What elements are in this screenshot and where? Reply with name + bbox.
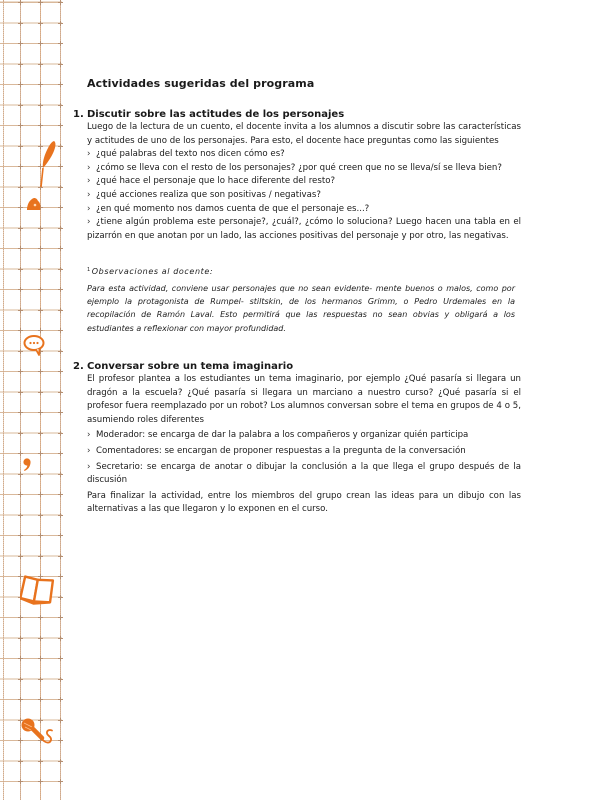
grid-cross-mark bbox=[18, 697, 23, 702]
section-number: 1. bbox=[73, 109, 84, 120]
grid-cross-mark bbox=[38, 0, 43, 5]
grid-cross-mark bbox=[18, 267, 23, 272]
grid-cross-mark bbox=[58, 451, 63, 456]
activity-section-2 bbox=[73, 360, 521, 517]
teacher-observation-note bbox=[87, 264, 515, 335]
grid-cross-mark bbox=[38, 410, 43, 415]
section-intro: El profesor plantea a los estudiantes un tema imaginario, por ejemplo ¿Qué pasaría si llegara un dragón a la escuela? ¿Qué pasaría si llegara un marciano a nuestro curso? ¿Qué pasaría si el profesor fuera reemplazado por un robot? Los alumnos conversan sobre el tema en grupos de 4 o 5, asumiendo roles diferentes bbox=[87, 374, 521, 425]
grid-cross-mark bbox=[58, 349, 63, 354]
grid-cross-mark bbox=[18, 615, 23, 620]
grid-cross-mark bbox=[18, 164, 23, 169]
bullet-chevron-icon: › bbox=[87, 445, 91, 456]
grid-cross-mark bbox=[58, 574, 63, 579]
grid-cross-mark bbox=[58, 21, 63, 26]
grid-cross-mark bbox=[18, 390, 23, 395]
grid-cross-mark bbox=[38, 697, 43, 702]
list-item: › ¿qué acciones realiza que son positivas / negativas? bbox=[87, 189, 521, 203]
grid-cross-mark bbox=[58, 533, 63, 538]
grid-cross-mark bbox=[58, 267, 63, 272]
comma-icon bbox=[22, 458, 32, 472]
decorative-grid-margin bbox=[0, 0, 62, 800]
grid-cross-mark bbox=[58, 41, 63, 46]
grid-cross-mark bbox=[58, 431, 63, 436]
section-heading bbox=[73, 108, 521, 121]
grid-cross-mark bbox=[38, 390, 43, 395]
grid-cross-mark bbox=[58, 656, 63, 661]
grid-cross-mark bbox=[58, 615, 63, 620]
grid-cross-mark bbox=[18, 636, 23, 641]
grid-cross-mark bbox=[38, 431, 43, 436]
grid-cross-mark bbox=[18, 451, 23, 456]
grid-cross-mark bbox=[38, 226, 43, 231]
grid-cross-mark bbox=[38, 451, 43, 456]
grid-cross-mark bbox=[18, 554, 23, 559]
grid-cross-mark bbox=[38, 103, 43, 108]
grid-cross-mark bbox=[58, 287, 63, 292]
grid-cross-mark bbox=[58, 308, 63, 313]
bullet-chevron-icon: › bbox=[87, 189, 91, 200]
grid-cross-mark bbox=[38, 677, 43, 682]
grid-cross-mark bbox=[18, 513, 23, 518]
grid-cross-mark bbox=[58, 595, 63, 600]
bullet-chevron-icon: › bbox=[87, 461, 91, 472]
bullet-chevron-icon: › bbox=[87, 162, 91, 173]
grid-cross-mark bbox=[58, 492, 63, 497]
grid-cross-mark bbox=[18, 185, 23, 190]
grid-cross-mark bbox=[18, 246, 23, 251]
quill-pen-icon bbox=[34, 140, 58, 188]
grid-cross-mark bbox=[18, 308, 23, 313]
grid-cross-mark bbox=[38, 759, 43, 764]
speech-bubble-icon bbox=[23, 334, 45, 356]
grid-line bbox=[3, 0, 4, 800]
grid-cross-mark bbox=[38, 123, 43, 128]
grid-cross-mark bbox=[38, 246, 43, 251]
bullet-chevron-icon: › bbox=[87, 203, 91, 214]
section-closing: Para finalizar la actividad, entre los miembros del grupo crean las ideas para un dibujo con las alternativas a las que llegaron y lo exponen en el curso. bbox=[87, 490, 521, 515]
grid-cross-mark bbox=[58, 0, 63, 5]
list-item: › ¿en qué momento nos damos cuenta de que el personaje es...? bbox=[87, 203, 521, 217]
grid-cross-mark bbox=[58, 697, 63, 702]
grid-cross-mark bbox=[18, 328, 23, 333]
observation-label: $^1$Observaciones al docente: bbox=[87, 267, 214, 276]
grid-cross-mark bbox=[38, 328, 43, 333]
list-item: › ¿qué hace el personaje que lo hace diferente del resto? bbox=[87, 175, 521, 189]
grid-cross-mark bbox=[58, 513, 63, 518]
grid-cross-mark bbox=[18, 492, 23, 497]
grid-cross-mark bbox=[18, 103, 23, 108]
grid-cross-mark bbox=[18, 41, 23, 46]
ink-blot-icon bbox=[26, 197, 42, 212]
grid-cross-mark bbox=[38, 656, 43, 661]
grid-cross-mark bbox=[18, 82, 23, 87]
list-item: › Secretario: se encarga de anotar o dibujar la conclusión a la que llega el grupo después de la discusión bbox=[87, 461, 521, 486]
grid-cross-mark bbox=[18, 21, 23, 26]
grid-cross-mark bbox=[58, 759, 63, 764]
grid-cross-mark bbox=[58, 636, 63, 641]
grid-cross-mark bbox=[18, 369, 23, 374]
grid-cross-mark bbox=[38, 779, 43, 784]
footnote-marker: 1 bbox=[87, 267, 91, 273]
grid-cross-mark bbox=[58, 62, 63, 67]
grid-cross-mark bbox=[58, 677, 63, 682]
open-book-icon bbox=[20, 573, 56, 607]
grid-cross-mark bbox=[18, 144, 23, 149]
section-title: Conversar sobre un tema imaginario bbox=[87, 361, 294, 372]
grid-cross-mark bbox=[58, 82, 63, 87]
grid-cross-mark bbox=[18, 0, 23, 5]
grid-cross-mark bbox=[58, 164, 63, 169]
grid-cross-mark bbox=[38, 308, 43, 313]
grid-cross-mark bbox=[18, 656, 23, 661]
list-item: › ¿tiene algún problema este personaje?, ¿cuál?, ¿cómo lo soluciona? Luego hacen una tabla en el pizarrón en que anotan por un lado, las acciones positivas del personaje y por otro, las negativas. bbox=[87, 217, 521, 241]
grid-cross-mark bbox=[38, 554, 43, 559]
grid-cross-mark bbox=[58, 103, 63, 108]
section-heading bbox=[73, 360, 521, 373]
grid-cross-mark bbox=[38, 62, 43, 67]
list-item: › Moderador: se encarga de dar la palabra a los compañeros y organizar quién participa bbox=[87, 429, 521, 443]
list-item: › ¿qué palabras del texto nos dicen cómo es? bbox=[87, 148, 521, 162]
activity-section-1 bbox=[73, 108, 521, 243]
grid-cross-mark bbox=[58, 144, 63, 149]
grid-cross-mark bbox=[38, 41, 43, 46]
grid-cross-mark bbox=[38, 82, 43, 87]
bullet-chevron-icon: › bbox=[87, 149, 91, 160]
grid-cross-mark bbox=[58, 328, 63, 333]
grid-cross-mark bbox=[58, 369, 63, 374]
grid-cross-mark bbox=[38, 21, 43, 26]
grid-cross-mark bbox=[58, 390, 63, 395]
grid-cross-mark bbox=[58, 185, 63, 190]
grid-cross-mark bbox=[58, 410, 63, 415]
grid-cross-mark bbox=[18, 759, 23, 764]
grid-cross-mark bbox=[38, 492, 43, 497]
section-intro: Luego de la lectura de un cuento, el docente invita a los alumnos a discutir sobre las características y actitudes de uno de los personajes. Para esto, el docente hace preguntas como las siguientes bbox=[87, 122, 521, 146]
grid-cross-mark bbox=[58, 472, 63, 477]
bullet-chevron-icon: › bbox=[87, 176, 91, 187]
page-title: Actividades sugeridas del programa bbox=[87, 77, 315, 90]
observation-text: Para esta actividad, conviene usar personajes que no sean evidente- mente buenos o malos, como por ejemplo la protagonista de Rumpel- stiltskin, de los hermanos Grimm, o Pedro Urdemales en la recopilación de Ramón Laval. Esto permitirá que las respuestas no sean obvias y obligará a los estudiantes a reflexionar con mayor profundidad. bbox=[87, 284, 515, 333]
grid-cross-mark bbox=[18, 779, 23, 784]
grid-cross-mark bbox=[58, 738, 63, 743]
grid-cross-mark bbox=[18, 205, 23, 210]
microphone-icon bbox=[20, 717, 56, 751]
grid-cross-mark bbox=[18, 226, 23, 231]
grid-cross-mark bbox=[58, 554, 63, 559]
grid-cross-mark bbox=[18, 533, 23, 538]
grid-cross-mark bbox=[38, 287, 43, 292]
grid-cross-mark bbox=[18, 410, 23, 415]
grid-cross-mark bbox=[18, 431, 23, 436]
grid-cross-mark bbox=[58, 246, 63, 251]
grid-cross-mark bbox=[18, 62, 23, 67]
grid-cross-mark bbox=[38, 267, 43, 272]
list-item: › Comentadores: se encargan de proponer respuestas a la pregunta de la conversación bbox=[87, 445, 521, 459]
grid-cross-mark bbox=[18, 677, 23, 682]
grid-cross-mark bbox=[18, 472, 23, 477]
list-item: › ¿cómo se lleva con el resto de los personajes? ¿por qué creen que no se lleva/sí se lleva bien? bbox=[87, 162, 521, 176]
grid-cross-mark bbox=[38, 472, 43, 477]
grid-cross-mark bbox=[58, 226, 63, 231]
grid-cross-mark bbox=[38, 533, 43, 538]
grid-cross-mark bbox=[18, 123, 23, 128]
grid-cross-mark bbox=[58, 718, 63, 723]
grid-cross-mark bbox=[58, 779, 63, 784]
section-number: 2. bbox=[73, 361, 84, 372]
grid-cross-mark bbox=[38, 615, 43, 620]
grid-cross-mark bbox=[58, 123, 63, 128]
grid-cross-mark bbox=[38, 513, 43, 518]
grid-cross-mark bbox=[38, 369, 43, 374]
section-title: Discutir sobre las actitudes de los personajes bbox=[87, 109, 345, 120]
bullet-chevron-icon: › bbox=[87, 430, 91, 441]
grid-cross-mark bbox=[18, 287, 23, 292]
grid-cross-mark bbox=[58, 205, 63, 210]
bullet-chevron-icon: › bbox=[87, 217, 91, 228]
grid-cross-mark bbox=[38, 636, 43, 641]
